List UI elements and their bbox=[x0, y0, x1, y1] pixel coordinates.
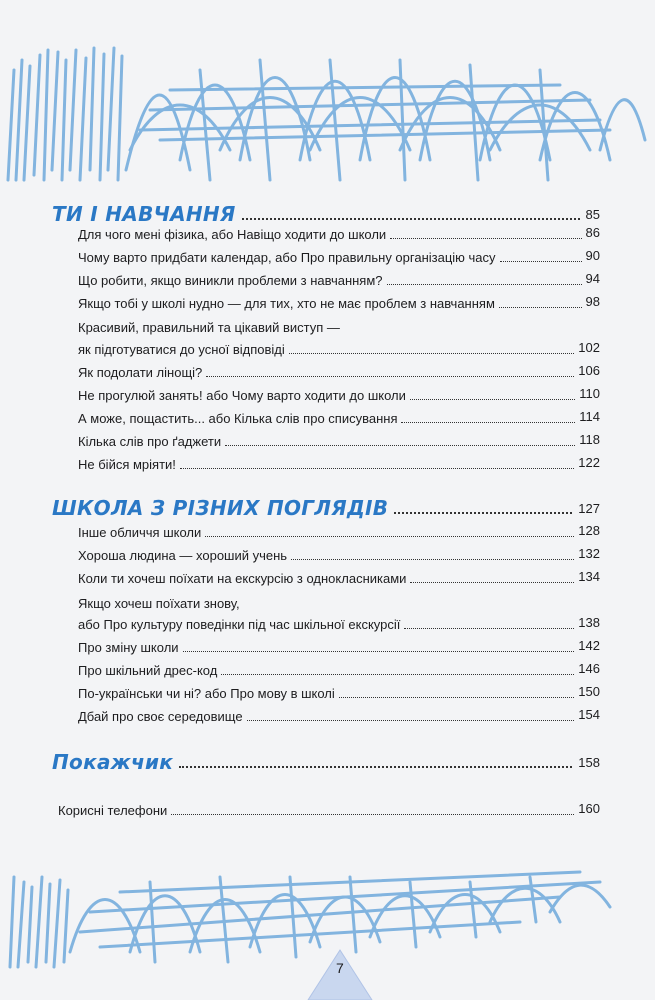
section-title: ШКОЛА З РІЗНИХ ПОГЛЯДІВ bbox=[52, 496, 389, 520]
dot-leader bbox=[183, 651, 575, 652]
toc-entry-useful[interactable] bbox=[58, 800, 600, 820]
section-heading[interactable] bbox=[52, 196, 600, 226]
page-number: 160 bbox=[578, 801, 600, 816]
entry-title: А може, пощастить... або Кілька слів про списування bbox=[78, 411, 398, 426]
page-number: 110 bbox=[579, 386, 600, 401]
page-number: 128 bbox=[578, 523, 600, 538]
page-number: 114 bbox=[579, 409, 600, 424]
entry-title-line1: Красивий, правильний та цікавий виступ — bbox=[78, 320, 340, 335]
entry-title: Інше обличчя школи bbox=[78, 525, 202, 540]
page-number: 142 bbox=[578, 638, 600, 653]
toc-entry[interactable] bbox=[78, 293, 600, 313]
dot-leader bbox=[225, 445, 575, 446]
toc-entry[interactable] bbox=[78, 706, 600, 726]
dot-leader bbox=[221, 674, 574, 675]
entry-title: Кілька слів про ґаджети bbox=[78, 434, 222, 449]
section-title: Покажчик bbox=[52, 750, 174, 774]
toc-entry[interactable] bbox=[78, 431, 600, 451]
entry-title: Хороша людина — хороший учень bbox=[78, 548, 288, 563]
toc-entry[interactable] bbox=[78, 683, 600, 703]
entry-title: Дбай про своє середовище bbox=[78, 709, 243, 724]
entry-title: як підготуватися до усної відповіді bbox=[78, 342, 285, 357]
page-number: 150 bbox=[578, 684, 600, 699]
entry-title: Чому варто придбати календар, або Про правильну організацію часу bbox=[78, 250, 496, 265]
dot-leader bbox=[206, 376, 574, 377]
toc-entry[interactable] bbox=[78, 568, 600, 588]
dot-leader bbox=[500, 261, 582, 262]
dot-leader bbox=[390, 238, 581, 239]
section-heading[interactable] bbox=[52, 744, 600, 774]
page-number: 102 bbox=[578, 340, 600, 355]
dot-leader bbox=[242, 218, 580, 220]
dot-leader bbox=[339, 697, 575, 698]
page-number: 106 bbox=[578, 363, 600, 378]
entry-title-line1: Якщо хочеш поїхати знову, bbox=[78, 596, 240, 611]
dot-leader bbox=[394, 512, 572, 514]
decorative-scribble-top bbox=[0, 30, 655, 200]
entry-title: або Про культуру поведінки під час шкільної екскурсії bbox=[78, 617, 401, 632]
entry-title: Про зміну школи bbox=[78, 640, 179, 655]
dot-leader bbox=[180, 468, 574, 469]
toc-entry[interactable] bbox=[78, 339, 600, 359]
toc-entry[interactable] bbox=[78, 660, 600, 680]
dot-leader bbox=[401, 422, 575, 423]
page-number-label: 7 bbox=[336, 960, 344, 976]
page-number: 154 bbox=[578, 707, 600, 722]
toc-entry[interactable] bbox=[78, 545, 600, 565]
toc-entry[interactable] bbox=[78, 454, 600, 474]
toc-entry[interactable] bbox=[78, 637, 600, 657]
entry-title: Про шкільний дрес-код bbox=[78, 663, 218, 678]
page-number: 122 bbox=[578, 455, 600, 470]
toc-entry[interactable] bbox=[78, 408, 600, 428]
entry-title: Що робити, якщо виникли проблеми з навчанням? bbox=[78, 273, 383, 288]
toc-entry[interactable] bbox=[78, 614, 600, 634]
dot-leader bbox=[410, 399, 575, 400]
entry-title: Не бійся мріяти! bbox=[78, 457, 176, 472]
dot-leader bbox=[179, 766, 572, 768]
dot-leader bbox=[410, 582, 574, 583]
dot-leader bbox=[387, 284, 582, 285]
page-number-badge bbox=[300, 944, 380, 1000]
page-number: 98 bbox=[585, 294, 600, 309]
dot-leader bbox=[499, 307, 582, 308]
entry-title: Як подолати лінощі? bbox=[78, 365, 203, 380]
section-title: ТИ І НАВЧАННЯ bbox=[52, 202, 236, 226]
toc-entry[interactable] bbox=[78, 247, 600, 267]
entry-title: Якщо тобі у школі нудно — для тих, хто не має проблем з навчанням bbox=[78, 296, 495, 311]
section-heading[interactable] bbox=[52, 490, 600, 520]
toc-entry[interactable] bbox=[78, 362, 600, 382]
toc-entry[interactable] bbox=[78, 522, 600, 542]
entry-title: Не прогулюй занять! або Чому варто ходити до школи bbox=[78, 388, 406, 403]
dot-leader bbox=[291, 559, 574, 560]
entry-title: По-українськи чи ні? або Про мову в школі bbox=[78, 686, 335, 701]
entry-title: Корисні телефони bbox=[58, 803, 168, 818]
page-number: 127 bbox=[578, 501, 600, 516]
page-number: 85 bbox=[585, 207, 600, 222]
dot-leader bbox=[247, 720, 575, 721]
page-number: 134 bbox=[578, 569, 600, 584]
entry-title: Для чого мені фізика, або Навіщо ходити до школи bbox=[78, 227, 387, 242]
page-number: 94 bbox=[585, 271, 600, 286]
toc-entry[interactable] bbox=[78, 224, 600, 244]
page-number: 118 bbox=[579, 432, 600, 447]
page-number: 146 bbox=[578, 661, 600, 676]
dot-leader bbox=[171, 814, 574, 815]
dot-leader bbox=[404, 628, 574, 629]
toc-entry[interactable] bbox=[78, 385, 600, 405]
page-number: 158 bbox=[578, 755, 600, 770]
page-number: 90 bbox=[585, 248, 600, 263]
entry-title: Коли ти хочеш поїхати на екскурсію з однокласниками bbox=[78, 571, 407, 586]
dot-leader bbox=[205, 536, 574, 537]
dot-leader bbox=[289, 353, 575, 354]
page-number: 138 bbox=[578, 615, 600, 630]
toc-entry[interactable] bbox=[78, 270, 600, 290]
page-number: 86 bbox=[585, 225, 600, 240]
page-number: 132 bbox=[578, 546, 600, 561]
